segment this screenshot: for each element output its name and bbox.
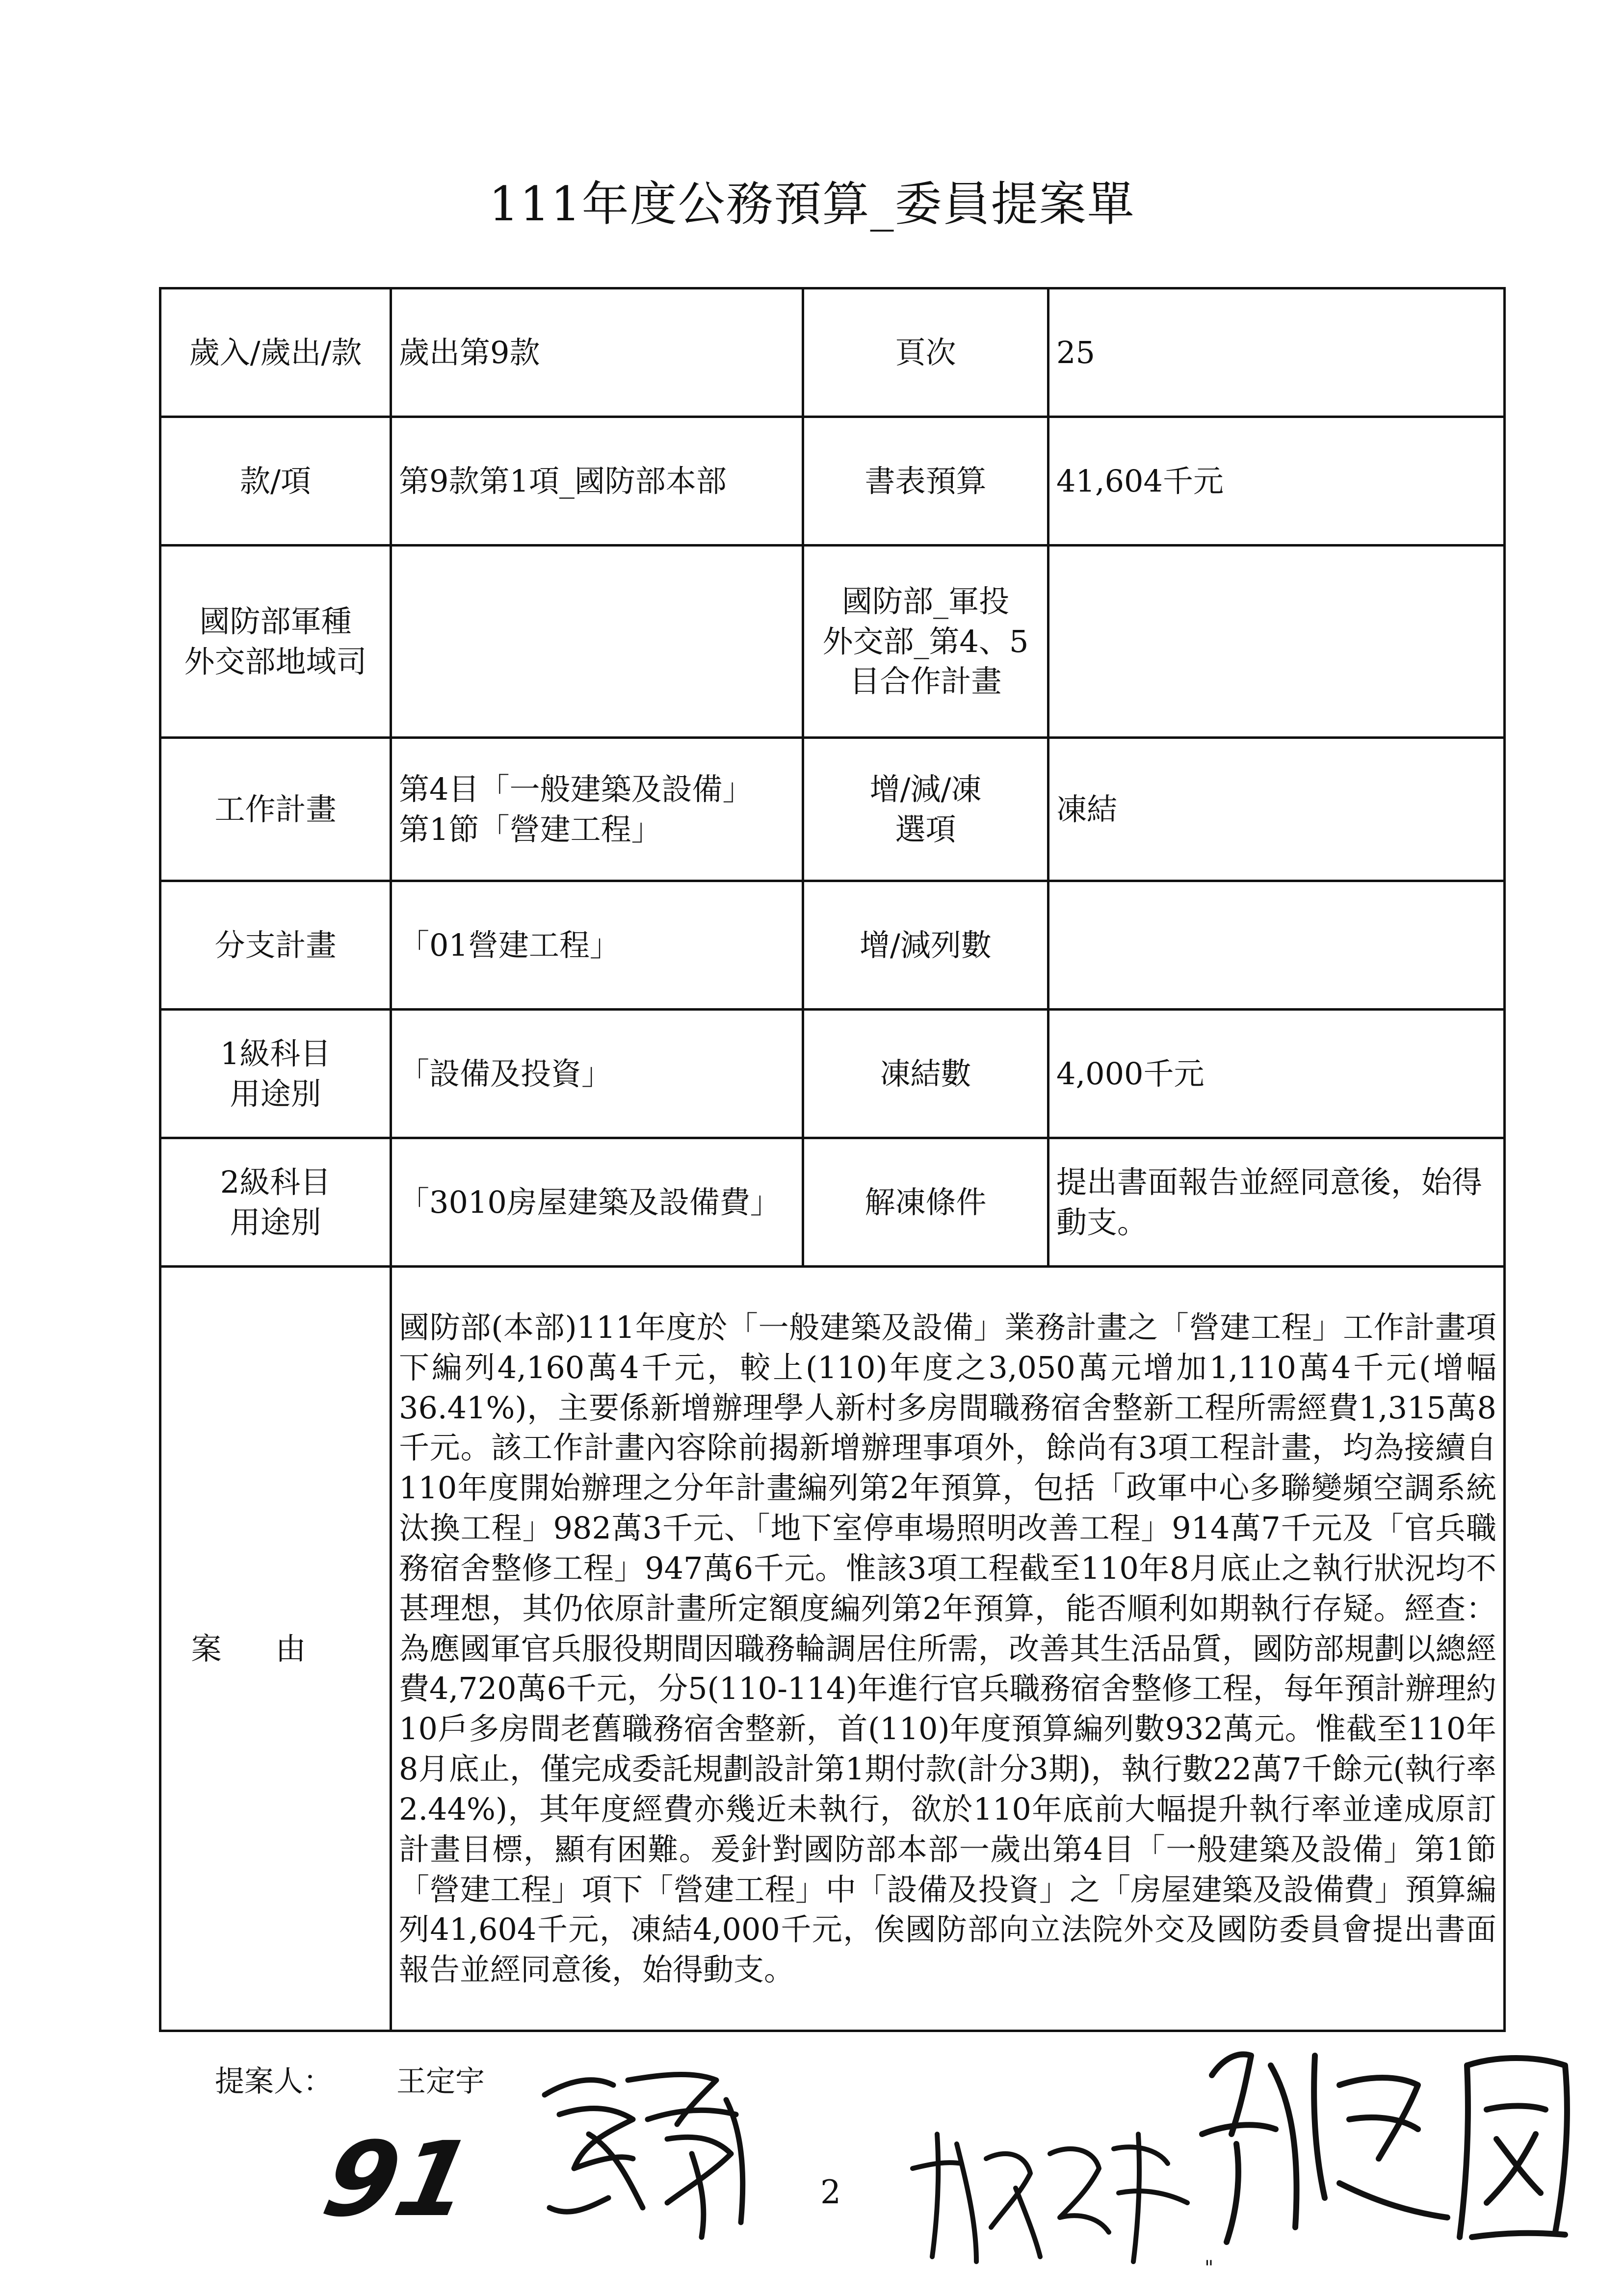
value-listed-budget: 41,604千元 bbox=[1048, 417, 1505, 546]
label-page: 頁次 bbox=[803, 288, 1048, 417]
label-listed-budget: 書表預算 bbox=[803, 417, 1048, 546]
proposer-label: 提案人： bbox=[215, 2064, 333, 2099]
label-option bbox=[803, 738, 1048, 881]
label-level2 bbox=[160, 1138, 391, 1267]
value-sub-plan: 「01營建工程」 bbox=[391, 881, 803, 1010]
value-unfreeze-condition: 提出書面報告並經同意後，始得動支。 bbox=[1048, 1138, 1505, 1267]
label-reason: 案由 bbox=[160, 1267, 391, 2031]
label-branch-line2: 外交部地域司 bbox=[184, 643, 367, 679]
value-option: 凍結 bbox=[1048, 738, 1505, 881]
value-work-plan-line2: 第1節「營建工程」 bbox=[399, 811, 662, 847]
label-cooperation-line1: 國防部_軍投 bbox=[841, 583, 1009, 619]
value-work-plan bbox=[391, 738, 803, 881]
handwritten-number: 91 bbox=[313, 2119, 483, 2240]
label-option-line1: 增/減/凍 bbox=[869, 771, 982, 807]
value-freeze-amount: 4,000千元 bbox=[1048, 1010, 1505, 1138]
label-branch bbox=[160, 546, 391, 738]
row-budget-type bbox=[160, 288, 1505, 417]
value-section: 第9款第1項_國防部本部 bbox=[391, 417, 803, 546]
scan-mark: " bbox=[1205, 2257, 1214, 2279]
label-level2-line1: 2級科目 bbox=[220, 1164, 331, 1200]
proposal-form-table bbox=[159, 287, 1506, 2032]
label-section: 款/項 bbox=[160, 417, 391, 546]
value-page: 25 bbox=[1048, 288, 1505, 417]
label-level2-line2: 用途別 bbox=[230, 1204, 321, 1240]
row-work-plan bbox=[160, 738, 1505, 881]
value-work-plan-line1: 第4目「一般建築及設備」 bbox=[399, 771, 753, 807]
label-level1-line1: 1級科目 bbox=[220, 1035, 331, 1071]
row-level1 bbox=[160, 1010, 1505, 1138]
label-option-line2: 選項 bbox=[895, 811, 956, 847]
value-level2: 「3010房屋建築及設備費」 bbox=[391, 1138, 803, 1267]
document-title: 111年度公務預算_委員提案單 bbox=[489, 177, 1135, 232]
label-level1-line2: 用途別 bbox=[230, 1075, 321, 1112]
label-cooperation bbox=[803, 546, 1048, 738]
proposer-name: 王定宇 bbox=[396, 2064, 485, 2099]
label-level1 bbox=[160, 1010, 391, 1138]
row-section bbox=[160, 417, 1505, 546]
row-level2 bbox=[160, 1138, 1505, 1267]
signature-3 bbox=[1192, 2036, 1595, 2257]
page-number: 2 bbox=[820, 2173, 841, 2211]
signature-2 bbox=[903, 2114, 1197, 2267]
row-branch bbox=[160, 546, 1505, 738]
label-change-amount: 增/減列數 bbox=[803, 881, 1048, 1010]
label-branch-line1: 國防部軍種 bbox=[199, 603, 352, 639]
reason-text: 國防部(本部)111年度於「一般建築及設備」業務計畫之「營建工程」工作計畫項下編列4,160萬4千元，較上(110)年度之3,050萬元增加1,110萬4千元(增幅36.41%)，主要係新增辦理學人新村多房間職務宿舍整新工程所需經費1,315萬8千元。該工作計畫內容除前揭新增辦理事項外，餘尚有3項工程計畫，均為接續自110年度開始辦理之分年計畫編列第2年預算，包括「政軍中心多聯變頻空調系統汰換工程」982萬3千元、「地下室停車場照明改善工程」914萬7千元及「官兵職務宿舍整修工程」947萬6千元。惟該3項工程截至110年8月底止之執行狀況均不甚理想，其仍依原計畫所定額度編列第2年預算，能否順利如期執行存疑。經查：為應國軍官兵服役期間因職務輪調居住所需，改善其生活品質，國防部規劃以總經費4,720萬6千元，分5(110-114)年進行官兵職務宿舍整修工程，每年預計辦理約10戶多房間老舊職務宿舍整新，首(110)年度預算編列數932萬元。惟截至110年8月底止，僅完成委託規劃設計第1期付款(計分3期)，執行數22萬7千餘元(執行率2.44%)，其年度經費亦幾近未執行，欲於110年底前大幅提升執行率並達成原訂計畫目標，顯有困難。爰針對國防部本部一歲出第4目「一般建築及設備」第1節「營建工程」項下「營建工程」中「設備及投資」之「房屋建築及設備費」預算編列41,604千元，凍結4,000千元，俟國防部向立法院外交及國防委員會提出書面報告並經同意後，始得動支。 bbox=[391, 1267, 1505, 2031]
row-sub-plan bbox=[160, 881, 1505, 1010]
label-work-plan: 工作計畫 bbox=[160, 738, 391, 881]
value-change-amount bbox=[1048, 881, 1505, 1010]
value-level1: 「設備及投資」 bbox=[391, 1010, 803, 1138]
label-cooperation-line2: 外交部_第4、5 bbox=[822, 623, 1029, 659]
label-unfreeze-condition: 解凍條件 bbox=[803, 1138, 1048, 1267]
label-freeze-amount: 凍結數 bbox=[803, 1010, 1048, 1138]
signature-1 bbox=[530, 2061, 785, 2247]
label-sub-plan: 分支計畫 bbox=[160, 881, 391, 1010]
value-budget-type: 歲出第9款 bbox=[391, 288, 803, 417]
value-cooperation bbox=[1048, 546, 1505, 738]
label-budget-type: 歲入/歲出/款 bbox=[160, 288, 391, 417]
value-branch bbox=[391, 546, 803, 738]
label-cooperation-line3: 目合作計畫 bbox=[849, 663, 1002, 700]
row-reason bbox=[160, 1267, 1505, 2031]
